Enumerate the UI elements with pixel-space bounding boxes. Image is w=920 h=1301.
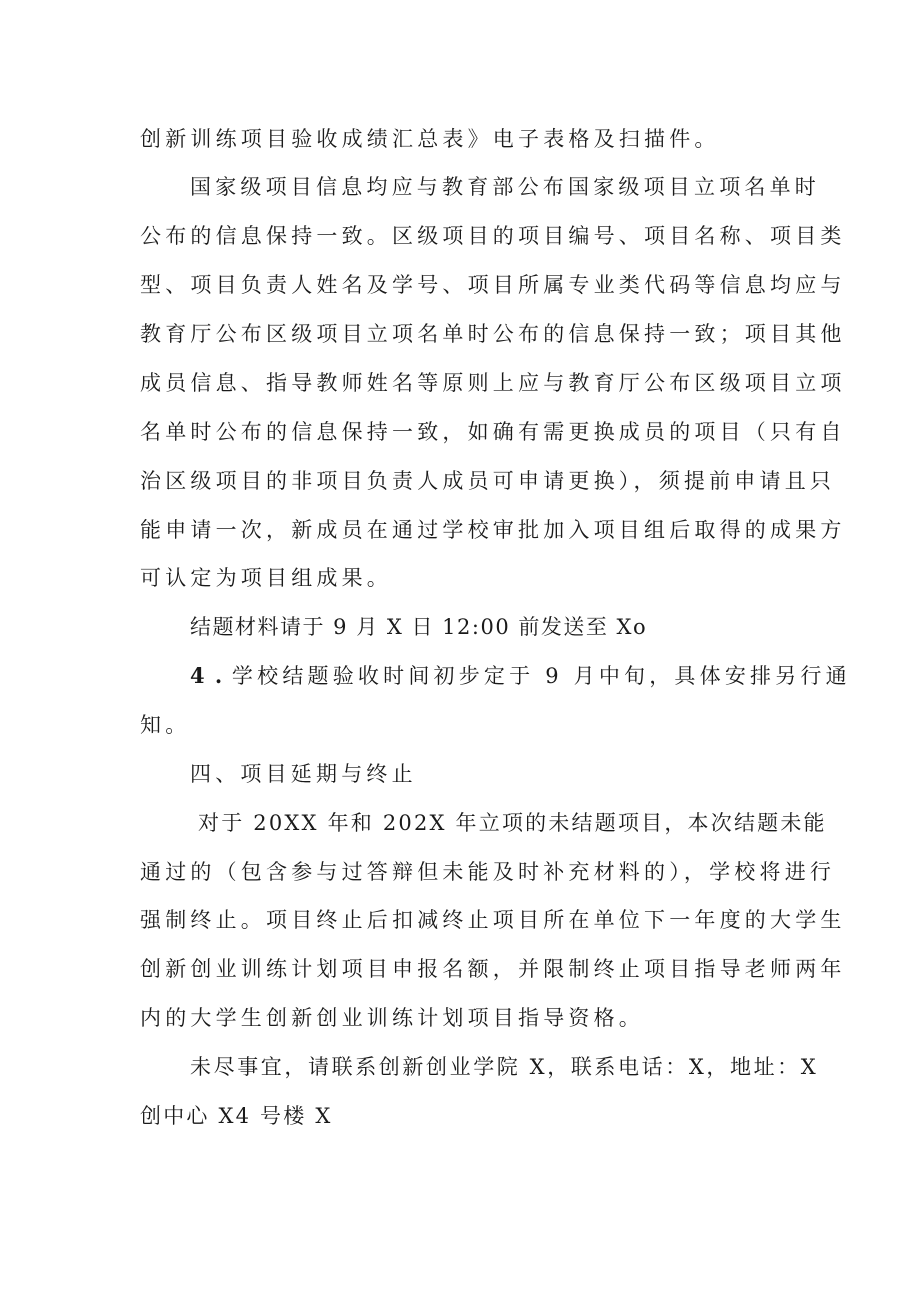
paragraph-line: 强制终止。项目终止后扣减终止项目所在单位下一年度的大学生 xyxy=(140,908,846,932)
paragraph-line: 创中心 X4 号楼 X xyxy=(140,1104,333,1128)
paragraph-line: 创新训练项目验收成绩汇总表》电子表格及扫描件。 xyxy=(140,127,720,151)
paragraph-line: 能申请一次，新成员在通过学校审批加入项目组后取得的成果方 xyxy=(140,518,846,542)
paragraph-line: 知。 xyxy=(140,713,191,737)
section-heading: 四、项目延期与终止 xyxy=(190,762,417,786)
paragraph-line: 可认定为项目组成果。 xyxy=(140,566,392,590)
paragraph-line: 名单时公布的信息保持一致，如确有需更换成员的项目（只有自 xyxy=(140,420,846,444)
paragraph-line: 创新创业训练计划项目申报名额，并限制终止项目指导老师两年 xyxy=(140,957,846,981)
paragraph-line: 治区级项目的非项目负责人成员可申请更换），须提前申请且只 xyxy=(140,469,836,493)
paragraph-line: 型、项目负责人姓名及学号、项目所属专业类代码等信息均应与 xyxy=(140,273,846,297)
paragraph-line: 教育厅公布区级项目立项名单时公布的信息保持一致；项目其他 xyxy=(140,322,846,346)
item-text: 学校结题验收时间初步定于 9 月中旬，具体安排另行通 xyxy=(231,664,851,688)
item-number: 4 . xyxy=(190,663,224,688)
paragraph-line: 通过的（包含参与过答辩但未能及时补充材料的），学校将进行 xyxy=(140,860,836,884)
paragraph-line: 未尽事宜，请联系创新创业学院 X，联系电话：X，地址：X xyxy=(190,1055,819,1079)
paragraph-line: 公布的信息保持一致。区级项目的项目编号、项目名称、项目类 xyxy=(140,224,846,248)
paragraph-line: 成员信息、指导教师姓名等原则上应与教育厅公布区级项目立项 xyxy=(140,371,846,395)
paragraph-line: 内的大学生创新创业训练计划项目指导资格。 xyxy=(140,1006,644,1030)
paragraph-line: 结题材料请于 9 月 X 日 12:00 前发送至 Xo xyxy=(190,615,648,639)
paragraph-line: 国家级项目信息均应与教育部公布国家级项目立项名单时 xyxy=(190,175,820,199)
paragraph-line: 对于 20XX 年和 202X 年立项的未结题项目，本次结题未能 xyxy=(198,811,827,835)
numbered-item xyxy=(190,662,920,690)
